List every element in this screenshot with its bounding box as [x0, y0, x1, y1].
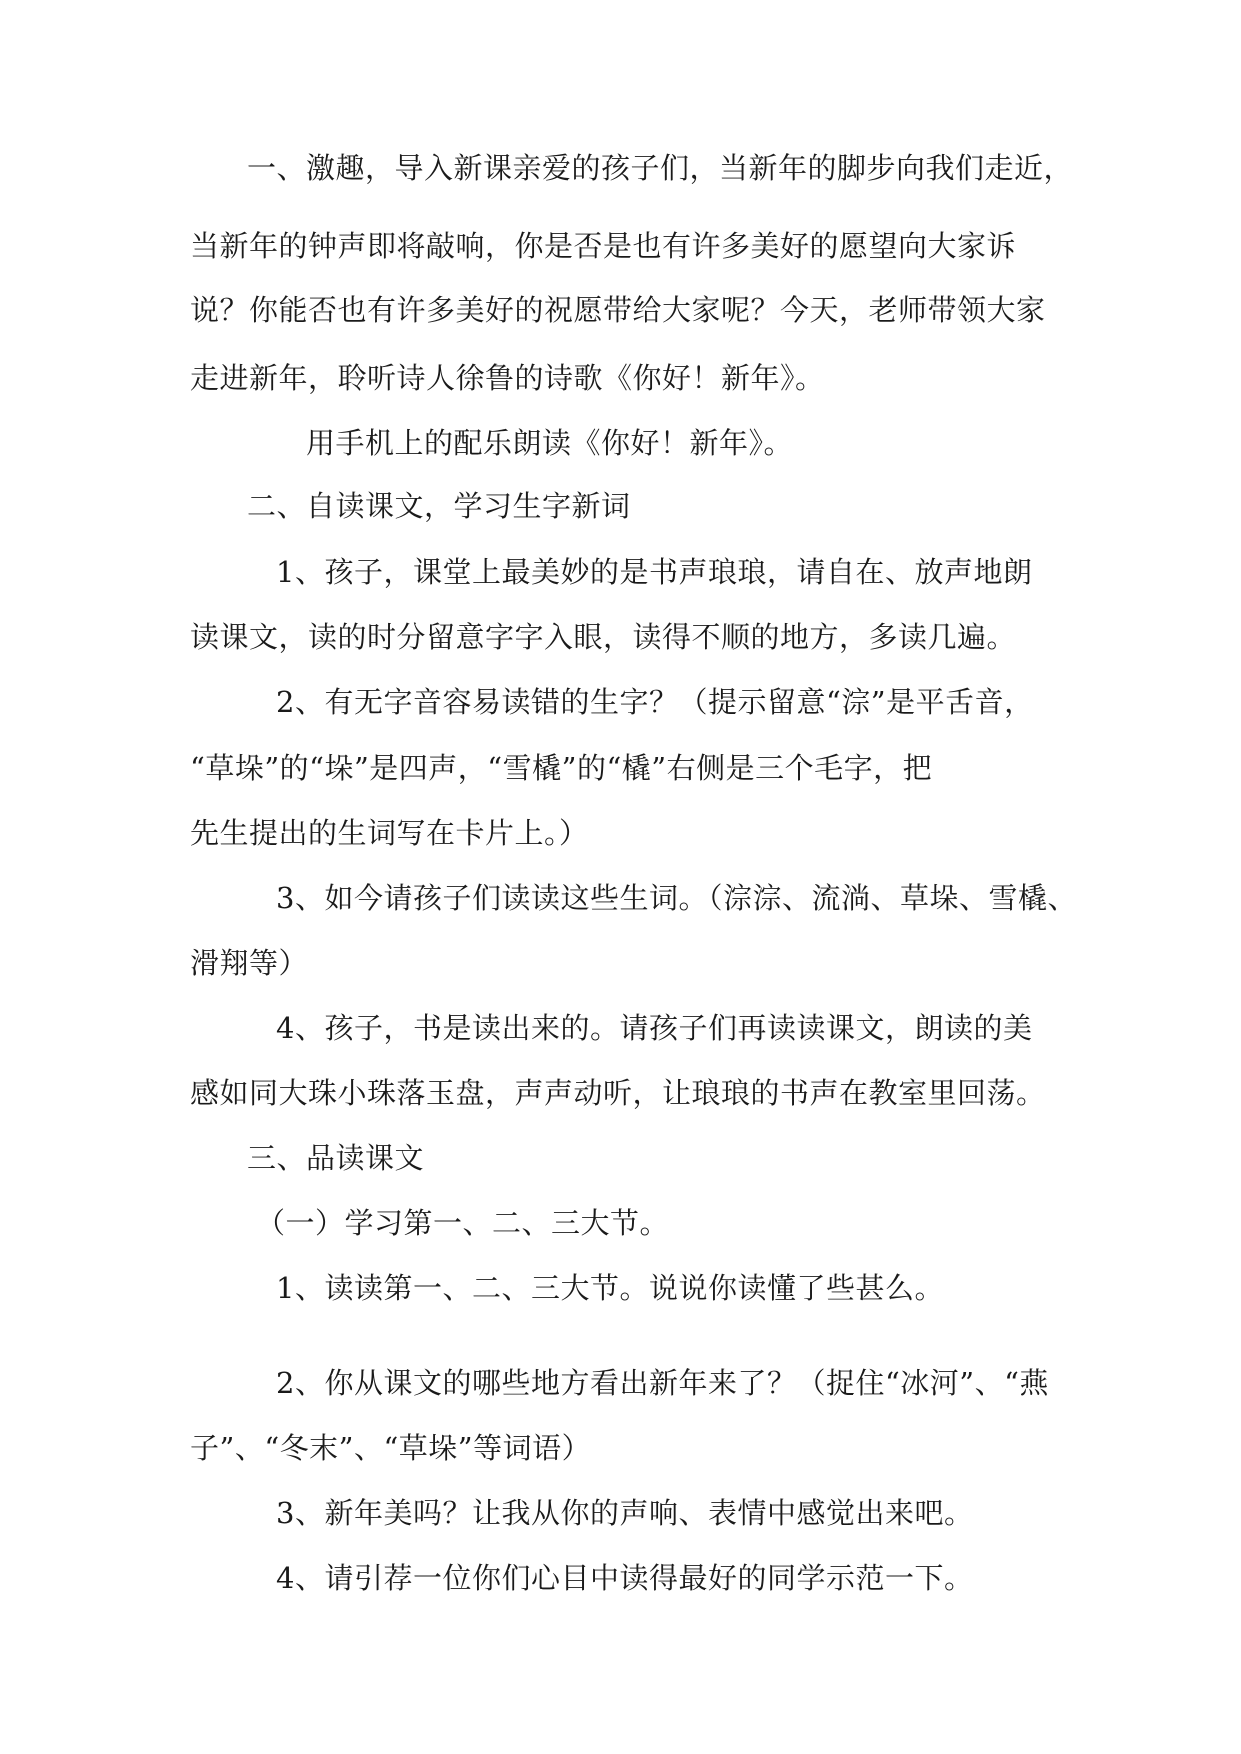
paragraph-line: 4、孩子，书是读出来的。请孩子们再读读课文，朗读的美 [276, 1011, 1033, 1045]
section-heading: 三、品读课文 [247, 1141, 425, 1175]
paragraph-line: 用手机上的配乐朗读《你好！新年》。 [306, 426, 794, 460]
paragraph-line: 读课文，读的时分留意字字入眼，读得不顺的地方，多读几遍。 [190, 620, 1017, 654]
paragraph-line: 走进新年，聆听诗人徐鲁的诗歌《你好！新年》。 [190, 361, 825, 395]
paragraph-line: 子”、“冬末”、“草垛”等词语） [190, 1431, 592, 1465]
paragraph-line: 一、激趣，导入新课亲爱的孩子们，当新年的脚步向我们走近， [247, 151, 1074, 185]
paragraph-line: 说？你能否也有许多美好的祝愿带给大家呢？今天，老师带领大家 [190, 293, 1046, 327]
paragraph-line: “草垛”的“垛”是四声，“雪橇”的“橇”右侧是三个毛字，把 [190, 751, 933, 785]
paragraph-line: 1、读读第一、二、三大节。说说你读懂了些甚么。 [276, 1271, 944, 1305]
paragraph-line: 当新年的钟声即将敲响，你是否是也有许多美好的愿望向大家诉 [190, 229, 1017, 263]
paragraph-line: 3、如今请孩子们读读这些生词。（淙淙、流淌、草垛、雪橇、 [276, 881, 1077, 915]
paragraph-line: 2、有无字音容易读错的生字？（提示留意“淙”是平舌音， [276, 685, 1034, 719]
paragraph-line: 感如同大珠小珠落玉盘，声声动听，让琅琅的书声在教室里回荡。 [190, 1076, 1046, 1110]
subsection-heading: （一）学习第一、二、三大节。 [256, 1206, 670, 1240]
paragraph-line: 滑翔等） [190, 946, 309, 980]
paragraph-line: 3、新年美吗？让我从你的声响、表情中感觉出来吧。 [276, 1496, 974, 1530]
section-heading: 二、自读课文，学习生字新词 [247, 489, 631, 523]
paragraph-line: 先生提出的生词写在卡片上。） [190, 816, 589, 850]
paragraph-line: 1、孩子，课堂上最美妙的是书声琅琅，请自在、放声地朗 [276, 555, 1033, 589]
paragraph-line: 4、请引荐一位你们心目中读得最好的同学示范一下。 [276, 1561, 974, 1595]
paragraph-line: 2、你从课文的哪些地方看出新年来了？（捉住“冰河”、“燕 [276, 1366, 1049, 1400]
